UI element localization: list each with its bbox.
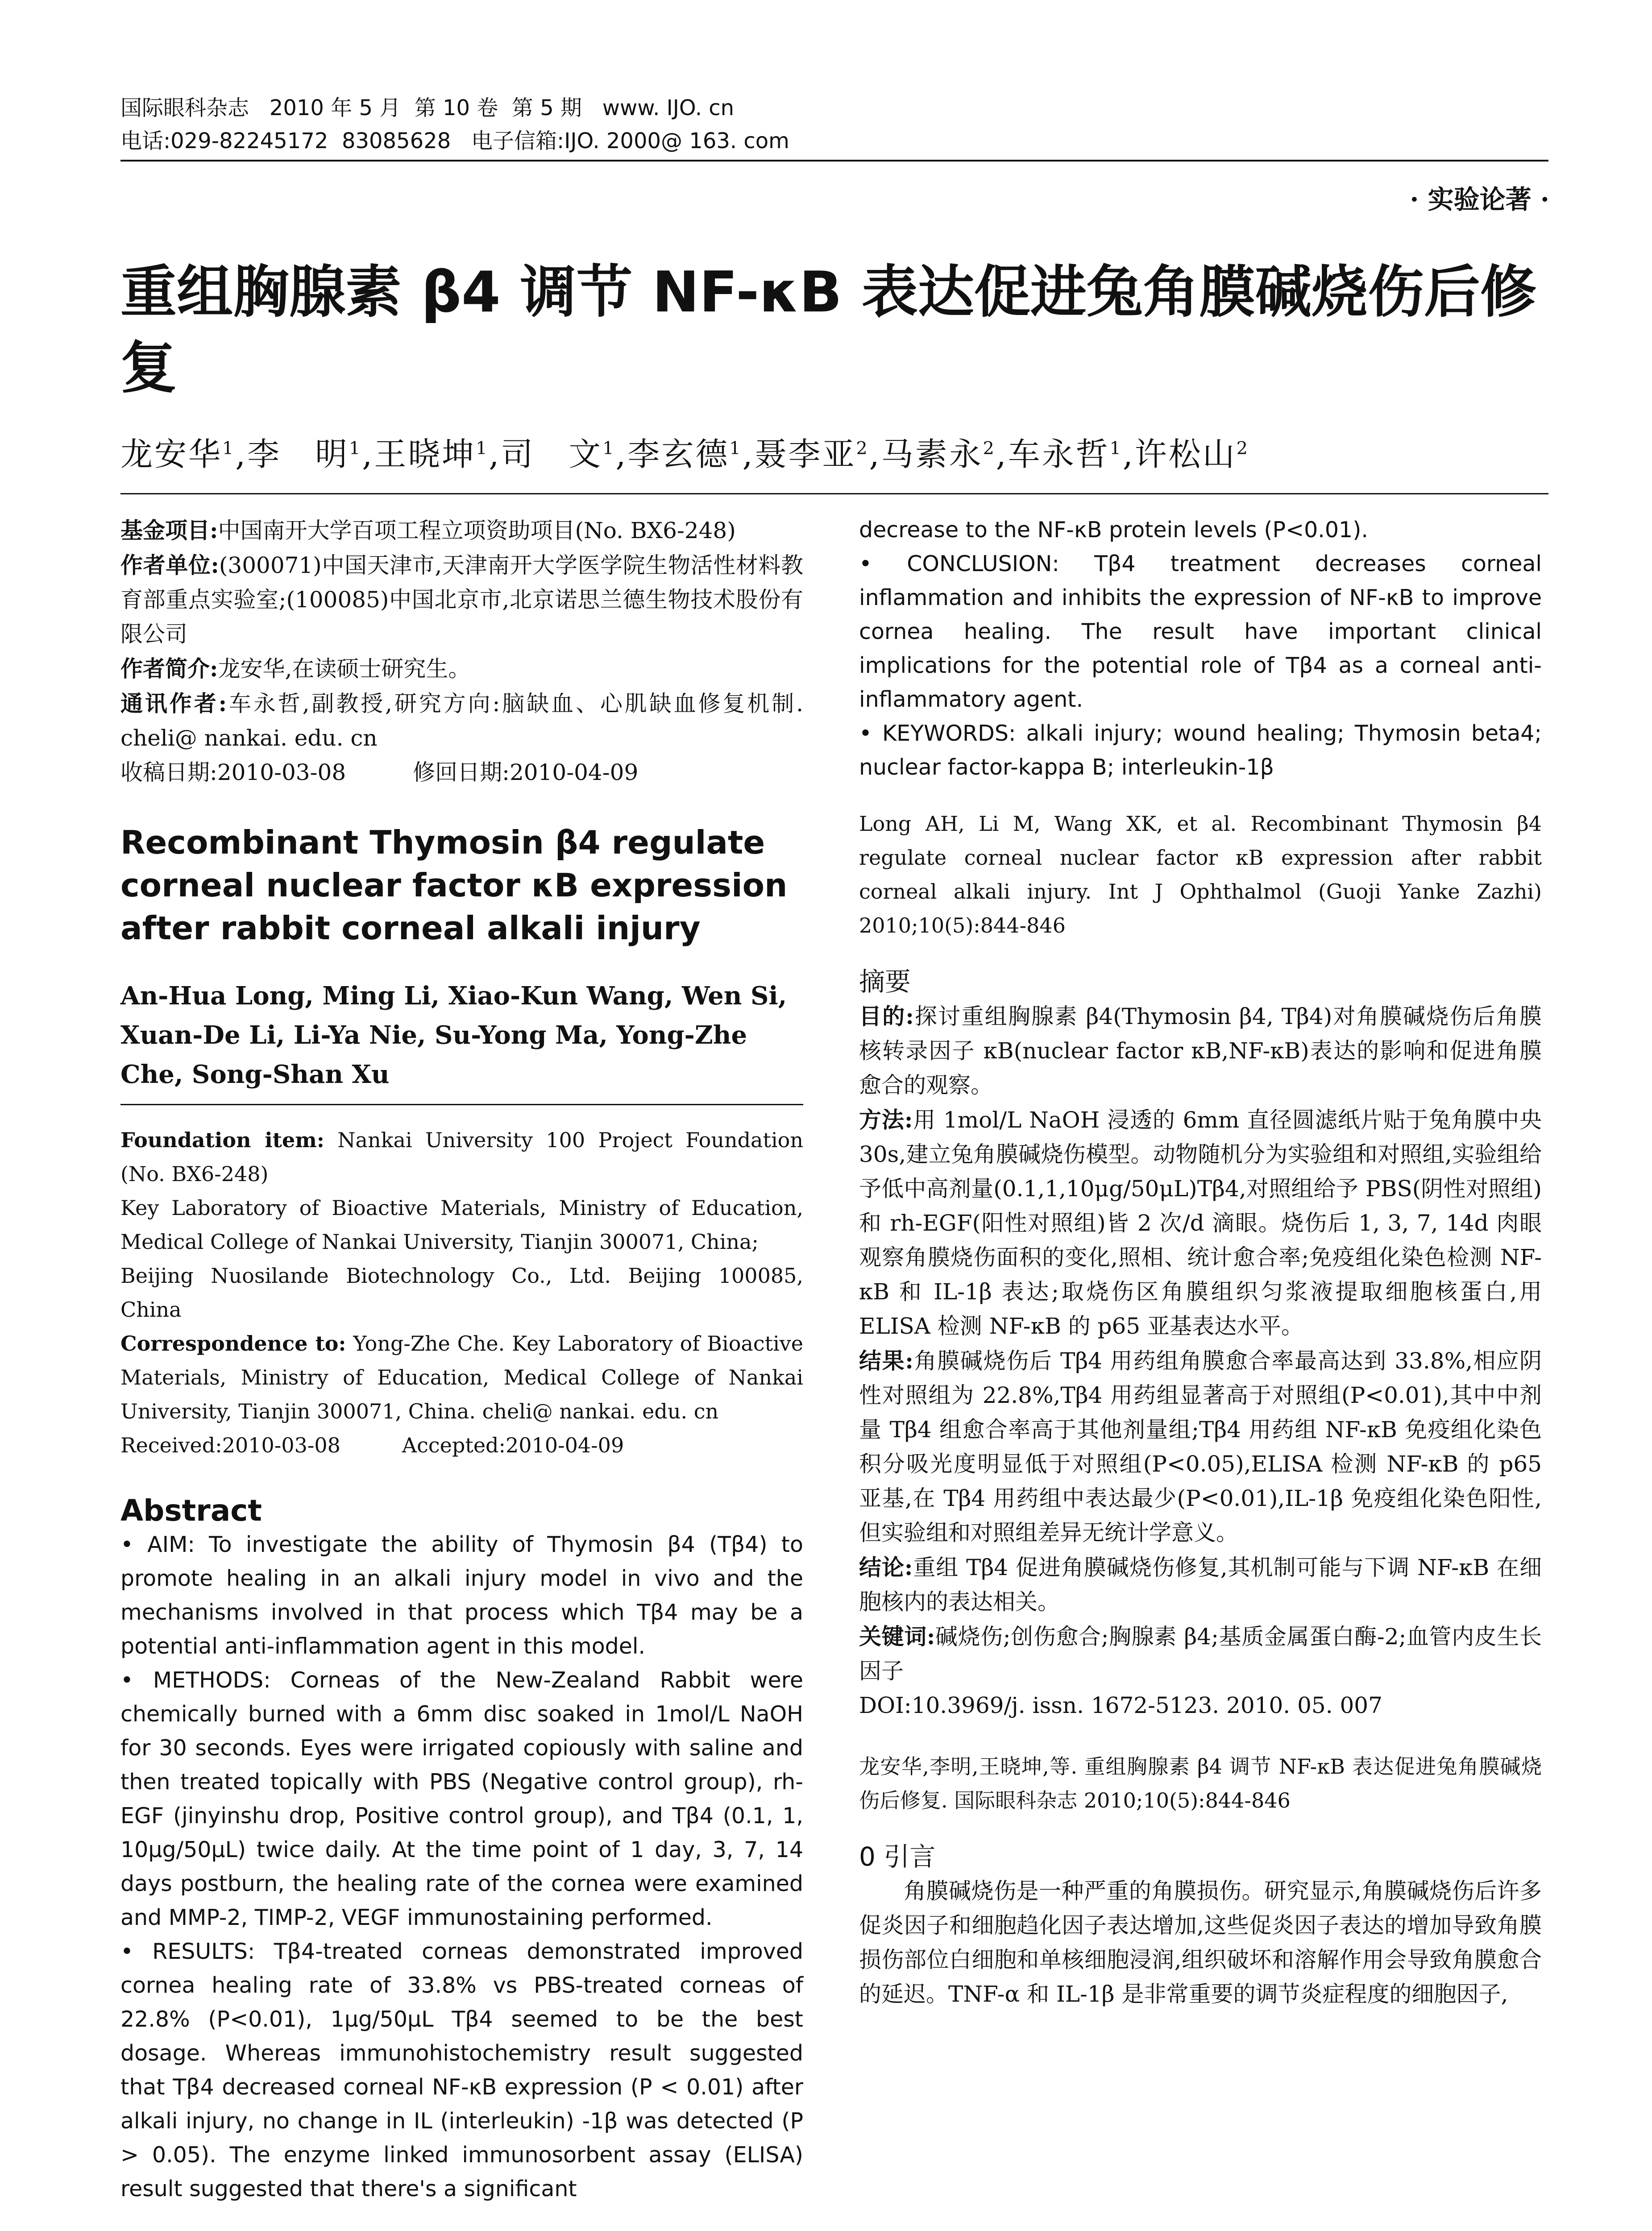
english-authors: An-Hua Long, Ming Li, Xiao-Kun Wang, Wen Si, Xuan-De Li, Li-Ya Nie, Su-Yong Ma, Yong-Zhe Che, Song-Shan Xu (120, 981, 787, 1089)
abstract-methods: • METHODS: Corneas of the New-Zealand Rabbit were chemically burned with a 6mm disc soaked in 1mol/L NaOH for 30 seconds. Eyes were irrigated copiously with saline and then treated topically with PBS (Negative control group), rh-EGF (jinyinshu drop, Positive control group), and Tβ4 (0.1, 1, 10μg/50μL) twice daily. At the time point of 1 day, 3, 7, 14 days postburn, the healing rate of the cornea were examined and MMP-2, TIMP-2, VEGF immunostaining performed. (120, 1667, 803, 1930)
journal-header-line1: 国际眼科杂志 2010 年 5 月 第 10 卷 第 5 期 www. IJO. cn (120, 95, 735, 120)
english-title: Recombinant Thymosin β4 regulate corneal nuclear factor κB expression after rabbit corneal alkali injury (120, 824, 788, 947)
keywords-text: 碱烧伤;创伤愈合;胸腺素 β4;基质金属蛋白酶-2;血管内皮生长因子 (859, 1624, 1542, 1684)
abstract-cn-conclusion (859, 1550, 1542, 1619)
title-rule (120, 493, 1548, 494)
fund-text: 中国南开大学百项工程立项资助项目(No. BX6-248) (218, 518, 736, 543)
author-cn (627, 435, 742, 473)
intro-heading: 0 引言 (859, 1841, 936, 1872)
abstract-heading: Abstract (120, 1493, 262, 1528)
journal-header-line2: 电话:029-82245172 83085628 电子信箱:IJO. 2000@ 163. com (120, 129, 789, 153)
right-column (859, 513, 1542, 2011)
aim-label: 目的: (859, 1003, 914, 1029)
author-cn-affil: 1 (349, 438, 362, 459)
author-cn (501, 435, 615, 473)
author-bio (120, 651, 803, 686)
received-accepted: Received:2010-03-08 Accepted:2010-04-09 (120, 1433, 624, 1457)
aim-text: 探讨重组胸腺素 β4(Thymosin β4, Tβ4)对角膜碱烧伤后角膜核转录因子 κB(nuclear factor κB,NF-κB)表达的影响和促进角膜愈合的观察。 (859, 1004, 1542, 1098)
author-cn-affil: 1 (602, 438, 616, 459)
bio-label: 作者简介: (120, 655, 218, 682)
conclusion-label: 结论: (859, 1554, 913, 1580)
author-cn-name: 李玄德 (627, 435, 730, 473)
author-cn (881, 435, 996, 473)
fund-label: 基金项目: (120, 517, 218, 543)
corr-label: 通讯作者: (120, 690, 227, 717)
intro-text: 角膜碱烧伤是一种严重的角膜损伤。研究显示,角膜碱烧伤后许多促炎因子和细胞趋化因子表达增加,这些促炎因子表达的增加导致角膜损伤部位白细胞和单核细胞浸润,组织破坏和溶解作用会导致角膜愈合的延迟。TNF-α 和 IL-1β 是非常重要的调节炎症程度的细胞因子, (859, 1878, 1542, 2007)
author-cn-name: 李 明 (247, 435, 349, 473)
doi: DOI:10.3969/j. issn. 1672-5123. 2010. 05. 007 (859, 1692, 1382, 1718)
abstract-results-cont: decrease to the NF-κB protein levels (P<0.01). (859, 517, 1368, 543)
author-cn-name: 马素永 (881, 435, 983, 473)
bio-text: 龙安华,在读硕士研究生。 (218, 656, 471, 682)
abstract-results: • RESULTS: Tβ4-treated corneas demonstrated improved cornea healing rate of 33.8% vs PBS-treated corneas of 22.8% (P<0.01), 1μg/50μL Tβ4 seemed to be the best dosage. Whereas immunohistochemistry result suggested that Tβ4 decreased corneal NF-κB expression (P < 0.01) after alkali injury, no change in IL (interleukin) -1β was detected (P > 0.05). The enzyme linked immunosorbent assay (ELISA) result suggested that there's a significant (120, 1939, 803, 2202)
results-text: 角膜碱烧伤后 Tβ4 用药组角膜愈合率最高达到 33.8%,相应阴性对照组为 22.8%,Tβ4 用药组显著高于对照组(P<0.01),其中中剂量 Tβ4 组愈合率高于其他剂量组;Tβ4 用药组 NF-κB 免疫组化染色积分吸光度明显低于对照组(P<0.05),ELISA 检测 NF-κB 的 p65 亚基,在 Tβ4 用药组中表达最少(P<0.01),IL-1β 免疫组化染色阳性,但实验组和对照组差异无统计学意义。 (859, 1348, 1542, 1546)
author-cn (247, 435, 362, 473)
article-type: · 实验论著 · (1410, 184, 1549, 215)
abstract-cn-heading: 摘要 (859, 966, 911, 997)
abstract-cn-aim (859, 999, 1542, 1103)
author-cn-affil: 1 (1109, 438, 1123, 459)
dates: 收稿日期:2010-03-08 修回日期:2010-04-09 (120, 759, 639, 785)
foundation-label: Foundation item: (120, 1128, 324, 1152)
affiliation (120, 548, 803, 651)
author-cn-affil: 1 (476, 438, 489, 459)
abstract-keywords: • KEYWORDS: alkali injury; wound healing; Thymosin beta4; nuclear factor-kappa B; interleukin-1β (859, 721, 1542, 780)
corr-en-text: Yong-Zhe Che. Key Laboratory of Bioactive Materials, Ministry of Education, Medical College of Nankai University, Tianjin 300071, China. cheli@ nankai. edu. cn (120, 1331, 804, 1423)
fund-item (120, 513, 803, 548)
author-cn-name: 车永哲 (1008, 435, 1110, 473)
author-cn-affil: 2 (983, 438, 996, 459)
methods-label: 方法: (859, 1107, 913, 1133)
affiliation-en-1: Key Laboratory of Bioactive Materials, Ministry of Education, Medical College of Nankai University, Tianjin 300071, China; (120, 1196, 803, 1254)
corresponding-author (120, 686, 803, 755)
corr-en-label: Correspondence to: (120, 1331, 346, 1356)
keywords-label: 关键词: (859, 1623, 935, 1650)
citation-cn: 龙安华,李明,王晓坤,等. 重组胸腺素 β4 调节 NF-κB 表达促进兔角膜碱烧伤后修复. 国际眼科杂志 2010;10(5):844-846 (859, 1754, 1542, 1812)
affil-label: 作者单位: (120, 552, 219, 578)
abstract-cn-results (859, 1344, 1542, 1550)
results-label: 结果: (859, 1348, 913, 1374)
abstract-cn-methods (859, 1103, 1542, 1344)
article-title: 重组胸腺素 β4 调节 NF-κB 表达促进兔角膜碱烧伤后修复 (120, 259, 1536, 401)
affil-text: (300071)中国天津市,天津南开大学医学院生物活性材料教育部重点实验室;(100085)中国北京市,北京诺思兰德生物技术股份有限公司 (120, 552, 803, 647)
header-rule (120, 160, 1548, 162)
affiliation-en-2: Beijing Nuosilande Biotechnology Co., Ltd. Beijing 100085, China (120, 1264, 803, 1322)
foundation-en (120, 1123, 803, 1191)
author-cn-name: 许松山 (1134, 435, 1237, 473)
author-cn-affil: 1 (729, 438, 743, 459)
author-cn (1135, 435, 1249, 473)
author-cn-name: 聂李亚 (754, 435, 856, 473)
author-cn-affil: 2 (1236, 438, 1249, 459)
abstract-conclusion: • CONCLUSION: Tβ4 treatment decreases corneal inflammation and inhibits the expression of NF-κB to improve cornea healing. The result have important clinical implications for the potential role of Tβ4 as a corneal anti-inflammatory agent. (859, 551, 1542, 712)
author-cn-name: 王晓坤 (374, 435, 476, 473)
correspondence-en (120, 1327, 803, 1428)
author-cn (754, 435, 869, 473)
author-cn (120, 435, 235, 473)
conclusion-text: 重组 Tβ4 促进角膜碱烧伤修复,其机制可能与下调 NF-κB 在细胞核内的表达相关。 (859, 1555, 1542, 1615)
left-column (120, 513, 803, 2206)
author-cn (1008, 435, 1123, 473)
methods-text: 用 1mol/L NaOH 浸透的 6mm 直径圆滤纸片贴于兔角膜中央 30s,建立兔角膜碱烧伤模型。动物随机分为实验组和对照组,实验组给予低中高剂量(0.1,1,10μg/50μL)Tβ4,对照组给予 PBS(阴性对照组)和 rh-EGF(阳性对照组)皆 2 次/d 滴眼。烧伤后 1, 3, 7, 14d 肉眼观察角膜烧伤面积的变化,照相、统计愈合率;免疫组化染色检测 NF-κB 和 IL-1β 表达;取烧伤区角膜组织匀浆液提取细胞核蛋白,用 ELISA 检测 NF-κB 的 p65 亚基表达水平。 (859, 1107, 1542, 1339)
journal-header (120, 91, 1548, 158)
foundation-text: Nankai University 100 Project Foundation (No. BX6-248) (120, 1128, 803, 1186)
abstract-aim: • AIM: To investigate the ability of Thymosin β4 (Tβ4) to promote healing in an alkali injury model in vivo and the mechanisms involved in that process which Tβ4 may be a potential anti-inflammation agent in this model. (120, 1532, 803, 1659)
author-cn (374, 435, 489, 473)
author-cn-affil: 1 (222, 438, 236, 459)
author-cn-name: 龙安华 (120, 435, 223, 473)
corr-text: 车永哲,副教授,研究方向:脑缺血、心肌缺血修复机制. cheli@ nankai. edu. cn (120, 691, 803, 751)
citation-en: Long AH, Li M, Wang XK, et al. Recombinant Thymosin β4 regulate corneal nuclear factor κB expression after rabbit corneal alkali injury. Int J Ophthalmol (Guoji Yanke Zazhi) 2010;10(5):844-846 (859, 812, 1542, 937)
authors-cn: 龙安华$^1$,李 明$^1$,王晓坤$^1$,司 文$^1$,李玄德$^1$,聂李亚$^2$,马素永$^2$,车永哲$^1$,许松山$^2$ (120, 435, 1249, 473)
author-cn-affil: 2 (856, 438, 869, 459)
author-cn-name: 司 文 (501, 435, 603, 473)
abstract-cn-keywords (859, 1619, 1542, 1688)
